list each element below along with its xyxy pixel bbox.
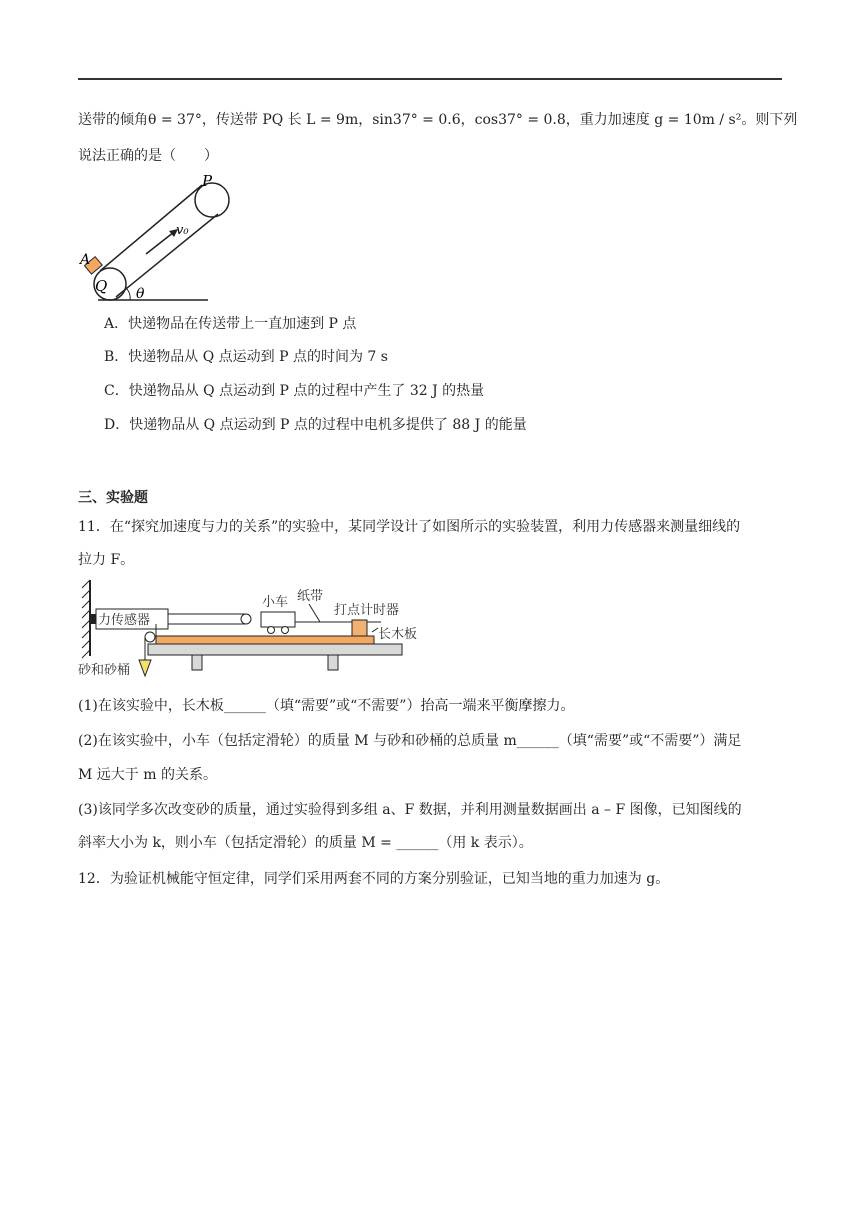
q11-part2-line2: M 远大于 m 的关系。 — [78, 767, 217, 783]
board-label: 长木板 — [378, 627, 418, 642]
header-rule — [78, 78, 782, 80]
q10-line2: 说法正确的是（ ） — [78, 148, 218, 164]
sensor-label: 力传感器 — [98, 613, 151, 628]
experiment-apparatus-figure — [78, 576, 418, 680]
tape-label: 纸带 — [297, 589, 324, 604]
bucket-label: 砂和砂桶 — [78, 663, 131, 678]
q11-line2: 拉力 F。 — [78, 552, 135, 568]
q11-part3-line2: 斜率大小为 k，则小车（包括定滑轮）的质量 M = ______（用 k 表示）。 — [78, 835, 533, 851]
q10-line1: 送带的倾角θ = 37°，传送带 PQ 长 L = 9m，sin37° = 0.6，cos37° = 0.8，重力加速度 g = 10m / s²。则下列 — [78, 112, 798, 128]
section-title: 三、实验题 — [78, 490, 148, 506]
label-A: A — [80, 252, 91, 268]
q11-part2-line1: (2)在该实验中，小车（包括定滑轮）的质量 M 与砂和砂桶的总质量 m______（填“需要”或“不需要”）满足 — [78, 733, 742, 749]
q10-option-b: B．快递物品从 Q 点运动到 P 点的时间为 7 s — [104, 349, 388, 365]
label-Q: Q — [95, 277, 108, 295]
conveyor-belt-figure — [78, 168, 218, 308]
q10-option-a: A．快递物品在传送带上一直加速到 P 点 — [104, 316, 357, 332]
q10-option-d: D．快递物品从 Q 点运动到 P 点的过程中电机多提供了 88 J 的能量 — [104, 417, 527, 433]
q10-option-c: C．快递物品从 Q 点运动到 P 点的过程中产生了 32 J 的热量 — [104, 383, 485, 399]
label-theta: θ — [136, 286, 145, 302]
label-P: P — [202, 172, 213, 190]
cart-label: 小车 — [262, 595, 289, 610]
q12-line1: 12．为验证机械能守恒定律，同学们采用两套不同的方案分别验证，已知当地的重力加速为 g。 — [78, 871, 670, 887]
q11-line1: 11．在“探究加速度与力的关系”的实验中，某同学设计了如图所示的实验装置，利用力传感器来测量细线的 — [78, 519, 741, 535]
label-v0: v₀ — [176, 223, 189, 238]
timer-label: 打点计时器 — [334, 603, 400, 618]
q11-part1: (1)在该实验中，长木板______（填“需要”或“不需要”）抬高一端来平衡摩擦力。 — [78, 698, 575, 714]
q11-part3-line1: (3)该同学多次改变砂的质量，通过实验得到多组 a、F 数据，并利用测量数据画出 a – F 图像，已知图线的 — [78, 802, 742, 818]
